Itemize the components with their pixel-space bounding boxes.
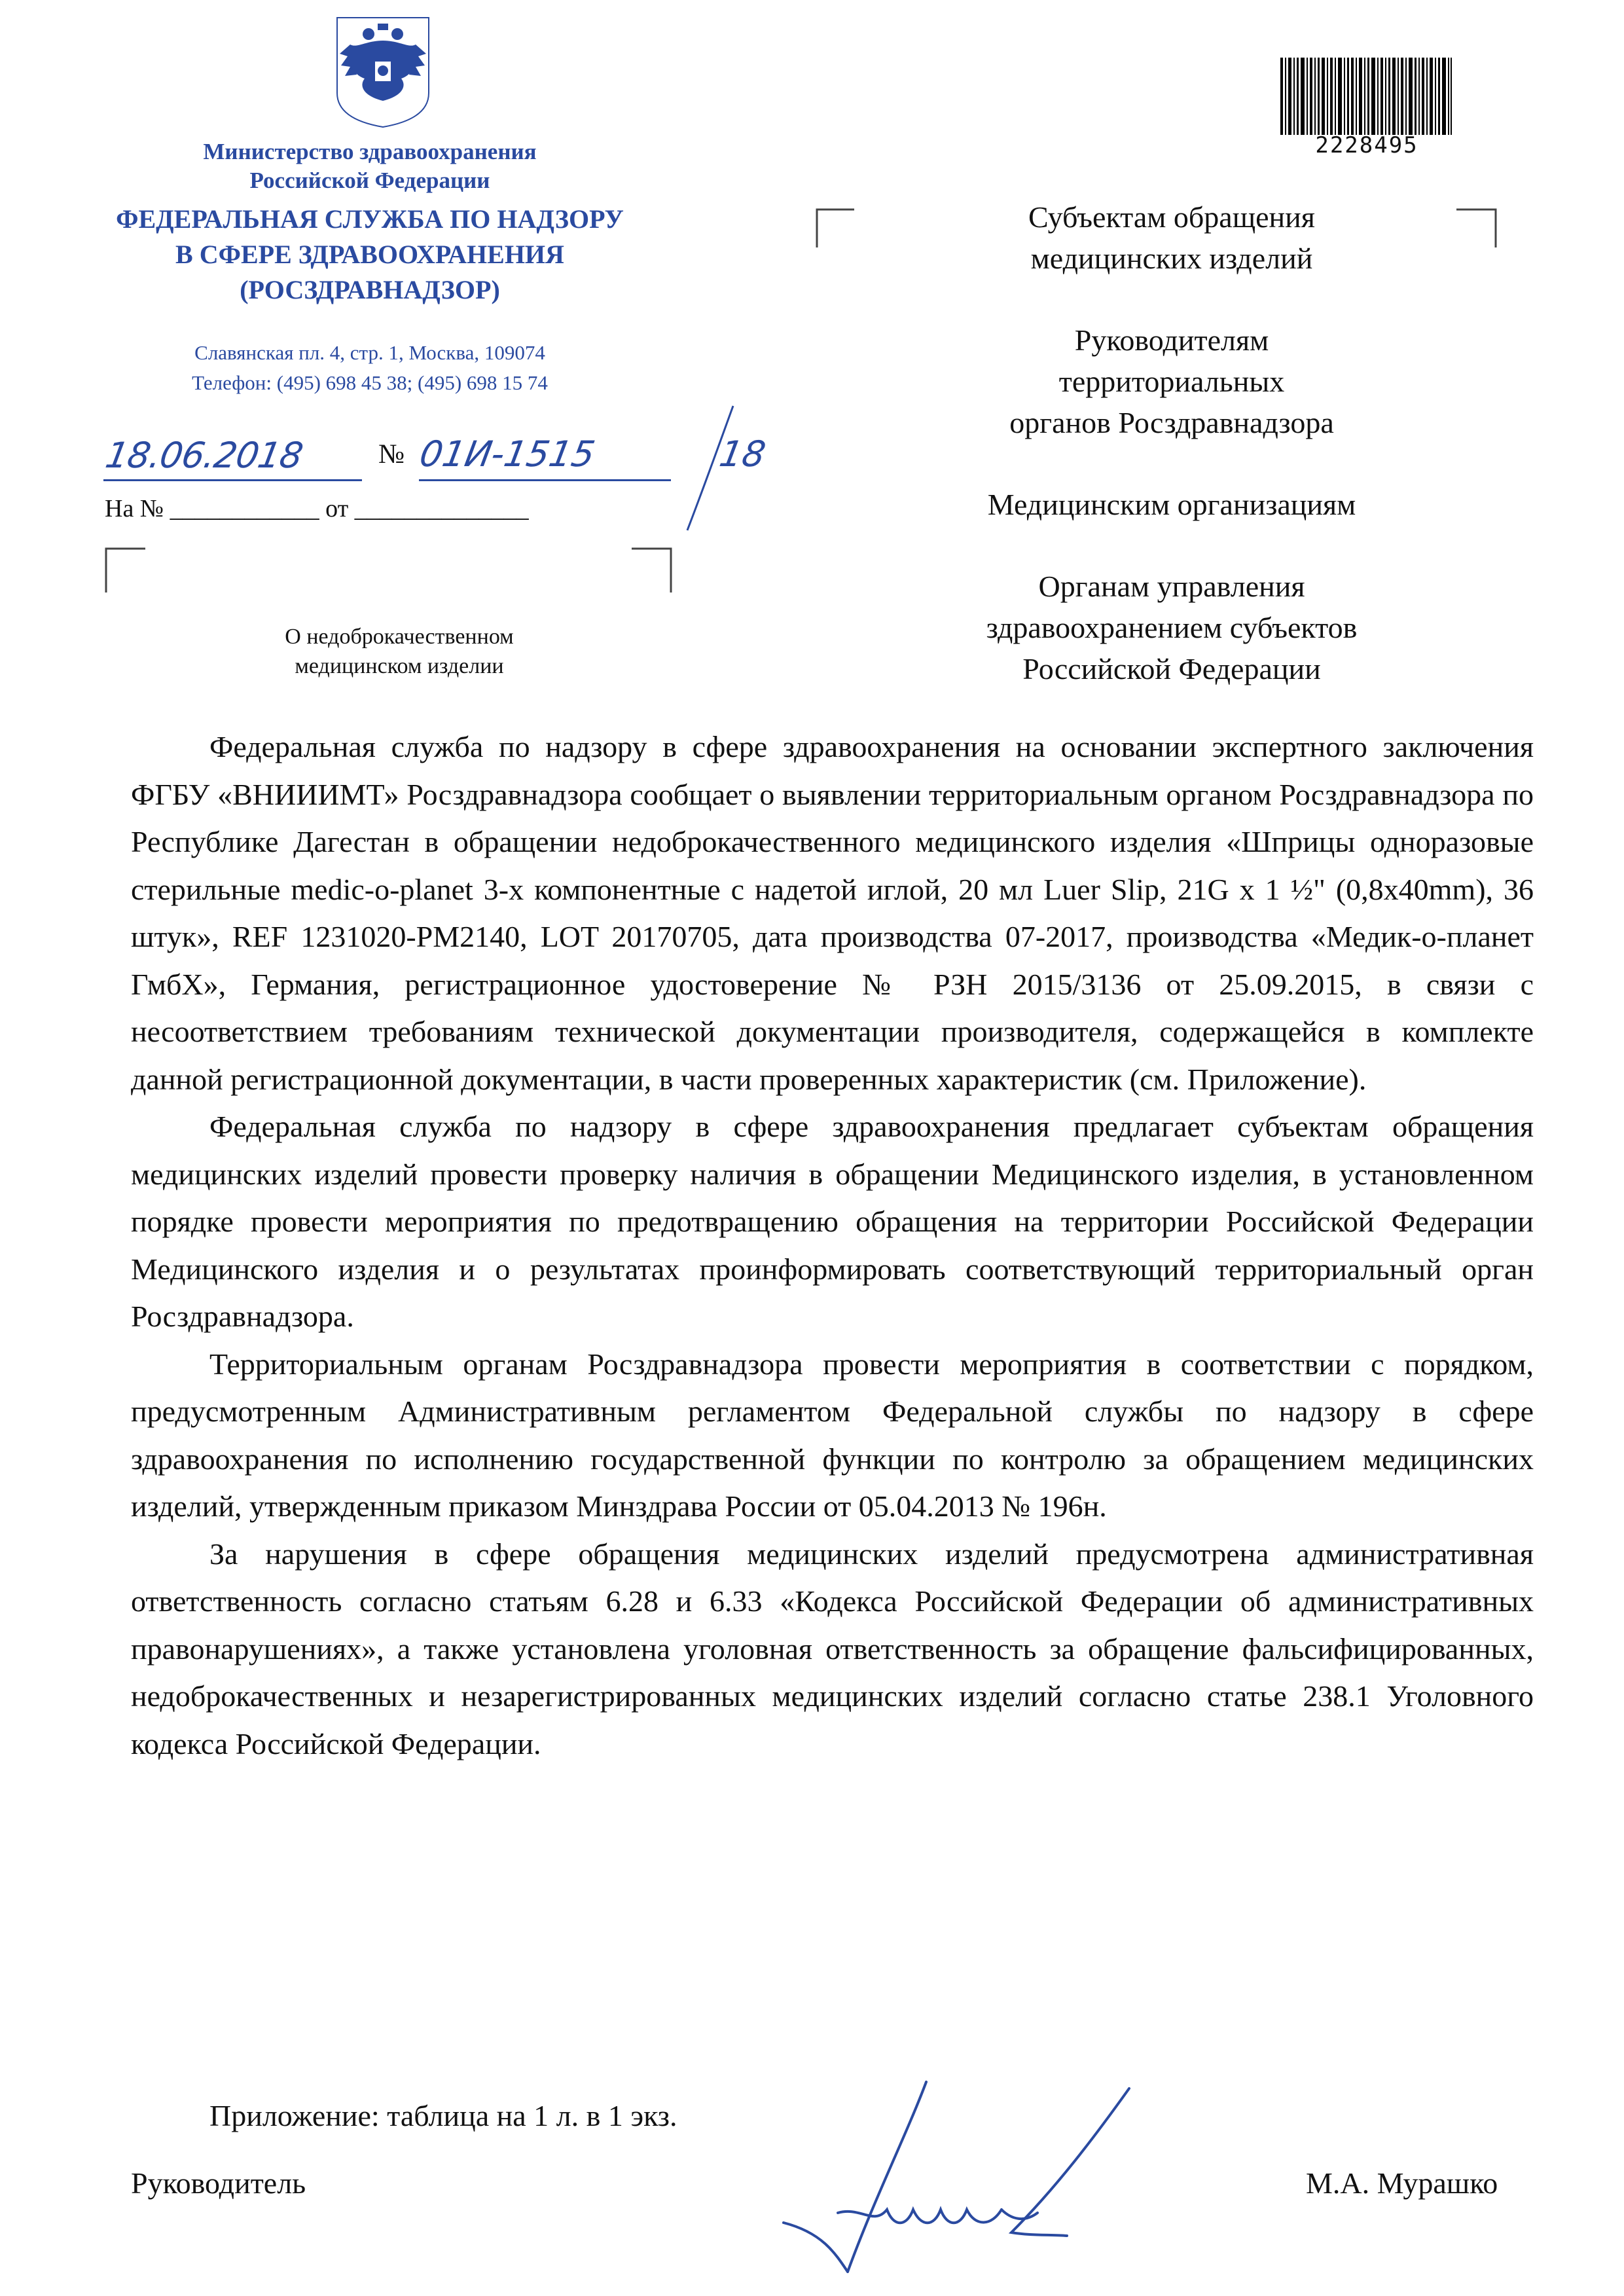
addressee-line: медицинских изделий bbox=[1030, 242, 1313, 275]
ministry-line: Министерство здравоохранения Российской Федерации bbox=[203, 139, 537, 193]
coat-of-arms-emblem-icon bbox=[331, 14, 435, 129]
service-line-1: ФЕДЕРАЛЬНАЯ СЛУЖБА ПО НАДЗОРУ bbox=[116, 204, 624, 234]
handwritten-signature bbox=[776, 2075, 1142, 2282]
addressee-line: Субъектам обращения bbox=[1028, 200, 1315, 234]
signatory-name: М.А. Мурашко bbox=[1306, 2166, 1498, 2200]
addressee-group bbox=[910, 484, 1434, 525]
registration-year: 18 bbox=[716, 433, 769, 475]
address-line-2: Телефон: (495) 698 45 38; (495) 698 15 74 bbox=[192, 371, 548, 394]
signatory-role: Руководитель bbox=[131, 2166, 306, 2200]
subject-line-1: О недоброкачественном bbox=[285, 625, 514, 649]
address-line-1: Славянская пл. 4, стр. 1, Москва, 109074 bbox=[194, 341, 545, 364]
registration-date: 18.06.2018 bbox=[102, 435, 306, 476]
addressee-line: Органам управления bbox=[1038, 570, 1305, 603]
barcode-icon bbox=[1280, 58, 1452, 135]
addressee-line: Медицинским организациям bbox=[987, 488, 1356, 521]
number-underline bbox=[419, 479, 671, 481]
registration-number: 01И-1515 bbox=[416, 433, 598, 475]
addressee-line: Российской Федерации bbox=[1022, 652, 1321, 685]
registration-number-sign: № bbox=[378, 439, 405, 469]
letter-subject bbox=[216, 622, 583, 681]
barcode-number: 2228495 bbox=[1315, 132, 1418, 158]
addressee-line: здравоохранением субъектов bbox=[986, 611, 1358, 644]
addressee-line: Руководителям bbox=[1074, 323, 1269, 357]
attachment-note: Приложение: таблица на 1 л. в 1 экз. bbox=[209, 2099, 677, 2132]
body-paragraph: Федеральная служба по надзору в сфере здравоохранения предлагает субъектам обращения медицинских изделий провести проверку наличия в обращении Медицинского изделия, в установленном порядке провести мероприятия по предотвращению обращения на территории Российской Федерации Медицинского изделия и о результатах проинформировать соответствующий территориальный орган Росздравнадзора. bbox=[131, 1110, 1534, 1333]
service-line-3: (РОСЗДРАВНАДЗОР) bbox=[240, 275, 500, 304]
addressee-line: органов Росздравнадзора bbox=[1009, 406, 1334, 439]
subject-line-2: медицинском изделии bbox=[295, 654, 504, 678]
service-line-2: В СФЕРЕ ЗДРАВООХРАНЕНИЯ bbox=[175, 240, 564, 269]
ministry-name bbox=[105, 137, 635, 195]
addressee-group bbox=[910, 319, 1434, 443]
addressee-block bbox=[910, 196, 1434, 730]
body-paragraph: Федеральная служба по надзору в сфере здравоохранения на основании экспертного заключения ФГБУ «ВНИИИМТ» Росздравнадзора сообщает о выявлении территориальным органом Росздравнадзора по Республике Дагестан в обращении недоброкачественного медицинского изделия «Шприцы одноразовые стерильные medic-o-planet 3-х компонентные с надетой иглой, 20 мл Luer Slip, 21G x 1 ½" (0,8x40mm), 36 штук», REF 1231020-PM2140, LOT 20170705, дата производства 07-2017, производства «Медик-о-планет ГмбХ», Германия, регистрационное удостоверение № РЗН 2015/3136 от 25.09.2015, в связи с несоответствием требованиям технической документации производителя, содержащейся в комплекте данной регистрационной документации, в части проверенных характеристик (см. Приложение). bbox=[131, 730, 1534, 1096]
sender-address bbox=[105, 338, 635, 398]
addressee-line: территориальных bbox=[1058, 365, 1285, 398]
reference-line: На № ____________ от ______________ bbox=[105, 495, 529, 522]
body-paragraph: Территориальным органам Росздравнадзора провести мероприятия в соответствии с порядком, предусмотренным Административным регламентом Федеральной службы по надзору в сфере здравоохранения по исполнению государственной функции по контролю за обращением медицинских изделий, утвержденным приказом Минздрава России от 05.04.2013 № 196н. bbox=[131, 1347, 1534, 1523]
letter-body bbox=[131, 723, 1534, 1768]
addressee-group bbox=[910, 566, 1434, 689]
date-underline bbox=[103, 479, 362, 481]
body-paragraph: За нарушения в сфере обращения медицинских изделий предусмотрена административная ответственность согласно статьям 6.28 и 6.33 «Кодекса Российской Федерации об административных правонарушениях», а также установлена уголовная ответственность за обращение фальсифицированных, недоброкачественных и незарегистрированных медицинских изделий согласно статье 238.1 Уголовного кодекса Российской Федерации. bbox=[131, 1537, 1534, 1760]
federal-service-name bbox=[85, 202, 655, 308]
addressee-group bbox=[910, 196, 1434, 279]
